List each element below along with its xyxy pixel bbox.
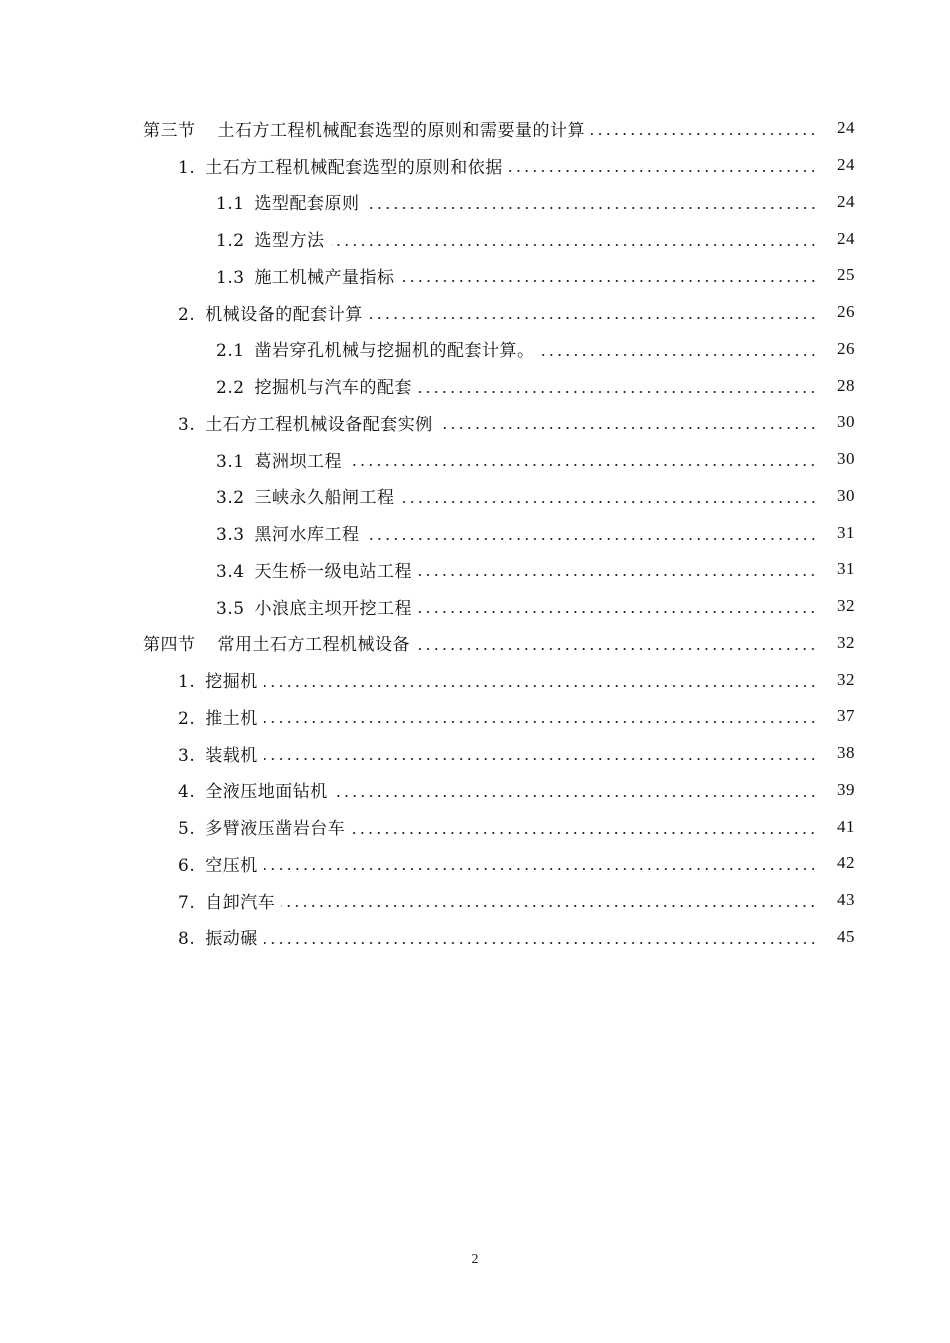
toc-entry[interactable] bbox=[0, 919, 950, 956]
toc-entry-page: 32 bbox=[837, 632, 855, 652]
toc-entry-page: 30 bbox=[837, 485, 855, 505]
toc-entry[interactable] bbox=[0, 514, 950, 551]
toc-entry-title: 小浪底主坝开挖工程 bbox=[254, 598, 413, 619]
toc-entry-title: 选型方法 bbox=[254, 231, 325, 252]
toc-entry-page: 28 bbox=[837, 375, 855, 395]
toc-entry[interactable] bbox=[0, 882, 950, 919]
toc-entry-number: 第三节 bbox=[143, 120, 196, 141]
toc-entry[interactable] bbox=[0, 625, 950, 662]
toc-entry[interactable] bbox=[0, 808, 950, 845]
toc-entry-page: 30 bbox=[837, 449, 855, 469]
toc-entry-page: 37 bbox=[837, 706, 855, 726]
toc-entry-number: 3.4 bbox=[216, 561, 245, 582]
dot-leader bbox=[351, 832, 817, 834]
dot-leader bbox=[418, 611, 817, 613]
toc-entry-number: 3.2 bbox=[216, 488, 245, 509]
toc-entry-page: 24 bbox=[837, 228, 855, 248]
toc-entry[interactable] bbox=[0, 294, 950, 331]
toc-entry-page: 45 bbox=[837, 926, 855, 946]
toc-entry-number: 1. bbox=[178, 157, 196, 178]
toc-entry-number: 6. bbox=[178, 855, 196, 876]
toc-entry[interactable] bbox=[0, 735, 950, 772]
toc-entry-number: 3.3 bbox=[216, 525, 245, 546]
toc-entry-number: 2.1 bbox=[216, 341, 245, 362]
dot-leader bbox=[264, 868, 817, 870]
toc-entry-title: 土石方工程机械配套选型的原则和需要量的计算 bbox=[217, 120, 585, 141]
toc-entry-number: 1.3 bbox=[216, 267, 245, 288]
toc-entry[interactable] bbox=[0, 184, 950, 221]
toc-entry-label bbox=[178, 924, 258, 949]
toc-entry-title: 推土机 bbox=[205, 708, 258, 729]
toc-entry-title: 天生桥一级电站工程 bbox=[254, 561, 413, 582]
page-number: 2 bbox=[471, 1252, 479, 1267]
dot-leader bbox=[369, 317, 817, 319]
toc-entry-title: 三峡永久船闸工程 bbox=[254, 488, 395, 509]
dot-leader bbox=[541, 354, 817, 356]
toc-entry-title: 土石方工程机械配套选型的原则和依据 bbox=[205, 157, 503, 178]
toc-entry-title: 选型配套原则 bbox=[254, 194, 360, 215]
toc-entry-page: 32 bbox=[837, 669, 855, 689]
toc-entry-label bbox=[216, 594, 412, 619]
toc-entry-page: 24 bbox=[837, 118, 855, 138]
toc-entry-label bbox=[216, 373, 412, 398]
toc-entry-label bbox=[178, 667, 258, 692]
toc-entry-page: 31 bbox=[837, 559, 855, 579]
toc-entry-page: 41 bbox=[837, 816, 855, 836]
toc-entry[interactable] bbox=[0, 772, 950, 809]
toc-entry-number: 7. bbox=[178, 892, 196, 913]
toc-entry-label bbox=[216, 483, 395, 508]
table-of-contents bbox=[0, 110, 950, 955]
dot-leader bbox=[264, 942, 817, 944]
toc-entry[interactable] bbox=[0, 478, 950, 515]
toc-entry-page: 43 bbox=[837, 890, 855, 910]
toc-entry[interactable] bbox=[0, 404, 950, 441]
toc-entry-number: 2.2 bbox=[216, 378, 245, 399]
dot-leader bbox=[331, 244, 817, 246]
dot-leader bbox=[366, 538, 817, 540]
dot-leader bbox=[439, 427, 817, 429]
toc-entry-label bbox=[216, 263, 395, 288]
dot-leader bbox=[401, 501, 817, 503]
toc-entry-number: 4. bbox=[178, 782, 196, 803]
toc-entry-title: 机械设备的配套计算 bbox=[205, 304, 363, 325]
toc-entry[interactable] bbox=[0, 220, 950, 257]
dot-leader bbox=[348, 464, 817, 466]
toc-entry[interactable] bbox=[0, 147, 950, 184]
toc-entry-label bbox=[178, 300, 363, 325]
toc-entry[interactable] bbox=[0, 257, 950, 294]
dot-leader bbox=[264, 758, 817, 760]
toc-entry-label bbox=[178, 410, 433, 435]
toc-entry[interactable] bbox=[0, 441, 950, 478]
toc-entry-number: 8. bbox=[178, 929, 196, 950]
toc-entry-label bbox=[216, 557, 412, 582]
toc-entry-label bbox=[216, 189, 360, 214]
toc-entry-title: 挖掘机 bbox=[205, 672, 258, 693]
dot-leader bbox=[281, 905, 817, 907]
dot-leader bbox=[509, 170, 817, 172]
toc-entry-label bbox=[178, 741, 258, 766]
toc-entry[interactable] bbox=[0, 331, 950, 368]
toc-entry-label bbox=[216, 447, 342, 472]
toc-entry-number: 3. bbox=[178, 414, 196, 435]
toc-entry-number: 3.5 bbox=[216, 598, 245, 619]
toc-entry-number: 第四节 bbox=[143, 635, 196, 656]
toc-entry-page: 26 bbox=[837, 338, 855, 358]
toc-entry-label bbox=[143, 116, 585, 141]
toc-entry-label bbox=[216, 336, 535, 361]
dot-leader bbox=[334, 795, 817, 797]
toc-entry-title: 常用土石方工程机械设备 bbox=[217, 635, 410, 656]
toc-entry-page: 24 bbox=[837, 155, 855, 175]
toc-entry-title: 土石方工程机械设备配套实例 bbox=[205, 414, 433, 435]
dot-leader bbox=[264, 721, 817, 723]
toc-entry-title: 多臂液压凿岩台车 bbox=[205, 819, 346, 840]
toc-entry[interactable] bbox=[0, 551, 950, 588]
toc-entry-label bbox=[216, 226, 325, 251]
toc-entry-label bbox=[178, 704, 258, 729]
toc-entry-page: 42 bbox=[837, 853, 855, 873]
toc-entry-page: 38 bbox=[837, 743, 855, 763]
toc-entry[interactable] bbox=[0, 110, 950, 147]
toc-entry-title: 装载机 bbox=[205, 745, 258, 766]
toc-entry-page: 31 bbox=[837, 522, 855, 542]
toc-entry-title: 挖掘机与汽车的配套 bbox=[254, 378, 413, 399]
toc-entry-page: 32 bbox=[837, 596, 855, 616]
toc-entry[interactable] bbox=[0, 661, 950, 698]
dot-leader bbox=[401, 280, 817, 282]
toc-entry[interactable] bbox=[0, 845, 950, 882]
dot-leader bbox=[264, 685, 817, 687]
toc-entry-title: 黑河水库工程 bbox=[254, 525, 360, 546]
toc-entry-page: 25 bbox=[837, 265, 855, 285]
toc-entry-number: 3.1 bbox=[216, 451, 245, 472]
toc-entry-title: 施工机械产量指标 bbox=[254, 267, 395, 288]
toc-entry-number: 1.2 bbox=[216, 231, 245, 252]
toc-entry-label bbox=[178, 814, 345, 839]
toc-entry-label bbox=[216, 520, 360, 545]
toc-entry-title: 自卸汽车 bbox=[205, 892, 276, 913]
dot-leader bbox=[418, 574, 817, 576]
dot-leader bbox=[416, 648, 817, 650]
toc-entry-label bbox=[178, 851, 258, 876]
toc-entry-title: 凿岩穿孔机械与挖掘机的配套计算。 bbox=[254, 341, 535, 362]
dot-leader bbox=[366, 207, 817, 209]
toc-entry-label bbox=[178, 888, 275, 913]
toc-entry-number: 1.1 bbox=[216, 194, 245, 215]
dot-leader bbox=[418, 391, 817, 393]
toc-entry-number: 2. bbox=[178, 304, 196, 325]
toc-entry-number: 1. bbox=[178, 672, 196, 693]
toc-entry-page: 30 bbox=[837, 412, 855, 432]
toc-entry-number: 2. bbox=[178, 708, 196, 729]
toc-entry-number: 5. bbox=[178, 819, 196, 840]
toc-entry-label bbox=[178, 153, 503, 178]
toc-entry[interactable] bbox=[0, 367, 950, 404]
toc-entry[interactable] bbox=[0, 698, 950, 735]
toc-entry-number: 3. bbox=[178, 745, 196, 766]
dot-leader bbox=[591, 133, 817, 135]
toc-entry-label bbox=[143, 630, 410, 655]
toc-entry[interactable] bbox=[0, 588, 950, 625]
toc-entry-title: 空压机 bbox=[205, 855, 258, 876]
toc-entry-page: 39 bbox=[837, 779, 855, 799]
toc-entry-title: 葛洲坝工程 bbox=[254, 451, 343, 472]
toc-entry-label bbox=[178, 777, 328, 802]
toc-entry-title: 全液压地面钻机 bbox=[205, 782, 328, 803]
toc-entry-page: 24 bbox=[837, 191, 855, 211]
toc-entry-title: 振动碾 bbox=[205, 929, 258, 950]
toc-entry-page: 26 bbox=[837, 302, 855, 322]
